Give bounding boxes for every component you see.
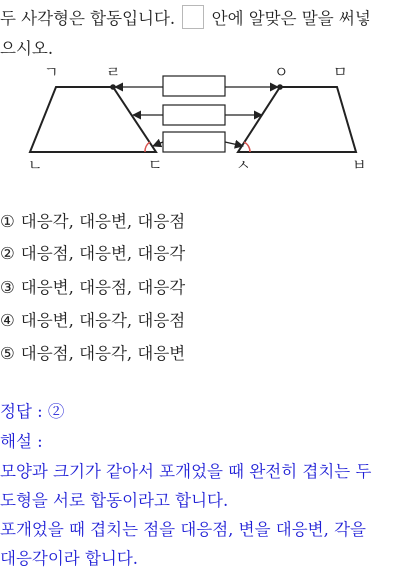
choice-1-text: 대응각, 대응변, 대응점 (20, 212, 186, 231)
blank-box-angle (163, 132, 225, 152)
right-quadrilateral (238, 87, 356, 152)
question-text (0, 4, 400, 64)
choice-4[interactable] (0, 311, 185, 331)
arrow-angle-right (225, 142, 243, 146)
point-o-marker (277, 84, 283, 90)
left-quadrilateral (30, 87, 156, 152)
question-part-1: 두 사각형은 합동입니다. (0, 9, 176, 28)
choice-3-text: 대응변, 대응점, 대응각 (20, 278, 186, 297)
choice-5-number: ⑤ (0, 344, 15, 363)
question-line-1 (0, 4, 400, 34)
vertex-label-b: ㅂ (352, 156, 367, 172)
blank-box-side (163, 105, 225, 125)
blank-box-point (163, 76, 225, 96)
explanation-line-4: 대응각이라 합니다. (0, 549, 139, 568)
blank-box (182, 5, 204, 29)
choice-1-number: ① (0, 212, 15, 231)
angle-s-arc (244, 142, 250, 152)
explanation-line-2: 도형을 서로 합동이라고 합니다. (0, 491, 229, 510)
explanation-line-1: 모양과 크기가 같아서 포개었을 때 완전히 겹치는 두 (0, 462, 372, 481)
choice-3-number: ③ (0, 278, 15, 297)
choice-4-number: ④ (0, 311, 15, 330)
vertex-label-g: ㄱ (44, 63, 59, 81)
choice-5-text: 대응점, 대응각, 대응변 (20, 344, 186, 363)
answer-label: 정답 : ② (0, 402, 65, 421)
vertex-label-s: ㅅ (236, 156, 251, 172)
choice-2-number: ② (0, 244, 15, 263)
arrow-angle-left (153, 142, 163, 146)
congruent-quadrilaterals-figure (0, 62, 400, 172)
choice-3[interactable] (0, 278, 185, 298)
point-r-marker (110, 84, 116, 90)
choice-4-text: 대응변, 대응각, 대응점 (20, 311, 186, 330)
choice-2-text: 대응점, 대응변, 대응각 (20, 244, 186, 263)
explanation-line-3: 포개었을 때 겹치는 점을 대응점, 변을 대응변, 각을 (0, 520, 366, 539)
vertex-label-n: ㄴ (28, 156, 43, 172)
vertex-label-r: ㄹ (106, 63, 121, 81)
vertex-label-m: ㅁ (333, 63, 348, 81)
choice-5[interactable] (0, 344, 185, 364)
vertex-label-d: ㄷ (148, 156, 163, 172)
question-line-2: 으시오. (0, 39, 54, 58)
vertex-label-o: ㅇ (274, 63, 289, 81)
choice-2[interactable] (0, 244, 185, 264)
explanation-label: 해설 : (0, 432, 43, 451)
choice-1[interactable] (0, 212, 185, 232)
question-part-2: 안에 알맞은 말을 써넣 (211, 9, 371, 28)
